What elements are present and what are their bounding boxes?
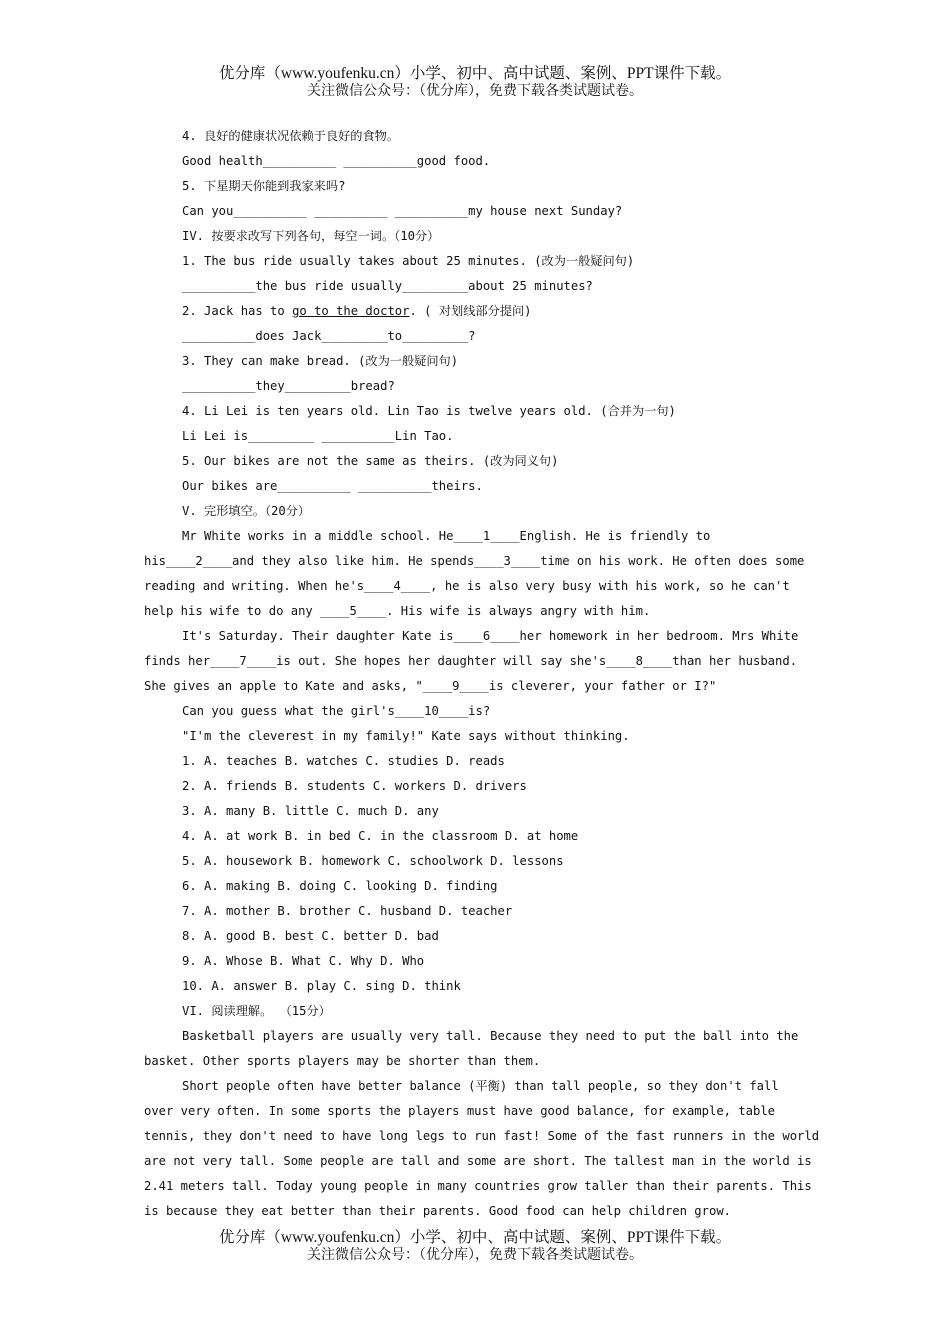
page-footer [0, 1229, 950, 1265]
rewrite-q4: 4. Li Lei is ten years old. Lin Tao is twelve years old. (合并为一句) [182, 404, 676, 418]
cloze-option: 9. A. Whose B. What C. Why D. Who [182, 954, 425, 968]
reading-p1-line2: basket. Other sports players may be shorter than them. [144, 1054, 541, 1068]
footer-line-1: 优分库（www.youfenku.cn）小学、初中、高中试题、案例、PPT课件下载。 [218, 1229, 732, 1246]
cloze-option: 7. A. mother B. brother C. husband D. teacher [182, 904, 513, 918]
translation-q5-cn: 5. 下星期天你能到我家来吗? [182, 179, 346, 193]
rewrite-q2-suffix: . ( 对划线部分提问) [409, 304, 532, 318]
rewrite-q5: 5. Our bikes are not the same as theirs. (改为同义句) [182, 454, 559, 468]
rewrite-q5-answer: Our bikes are__________ __________theirs. [182, 479, 483, 493]
cloze-option: 8. A. good B. best C. better D. bad [182, 929, 439, 943]
translation-q4-en: Good health__________ __________good food. [182, 154, 491, 168]
cloze-p4: "I'm the cleverest in my family!" Kate says without thinking. [182, 729, 630, 743]
reading-p2-line5: 2.41 meters tall. Today young people in many countries grow taller than their parents. This [144, 1179, 812, 1193]
cloze-option: 2. A. friends B. students C. workers D. drivers [182, 779, 527, 793]
cloze-option: 4. A. at work B. in bed C. in the classroom D. at home [182, 829, 579, 843]
cloze-p2-line3: She gives an apple to Kate and asks, "____9____is cleverer, your father or I?" [144, 679, 717, 693]
cloze-option: 6. A. making B. doing C. looking D. finding [182, 879, 498, 893]
rewrite-heading: IV. 按要求改写下列各句，每空一词。（10分） [182, 229, 440, 243]
cloze-option: 1. A. teaches B. watches C. studies D. reads [182, 754, 505, 768]
rewrite-q2-prefix: 2. Jack has to [182, 304, 293, 318]
rewrite-q3: 3. They can make bread. (改为一般疑问句) [182, 354, 459, 368]
cloze-heading: V. 完形填空。（20分） [182, 504, 311, 518]
reading-p1-line1: Basketball players are usually very tall. Because they need to put the ball into the [182, 1029, 799, 1043]
reading-heading: VI. 阅读理解。 （15分） [182, 1004, 331, 1018]
rewrite-q2 [182, 303, 531, 319]
header-line-2: 关注微信公众号：（优分库），免费下载各类试题试卷。 [307, 84, 643, 99]
rewrite-q4-answer: Li Lei is_________ __________Lin Tao. [182, 429, 454, 443]
reading-p2-line6: is because they eat better than their parents. Good food can help children grow. [144, 1204, 731, 1218]
cloze-p2-line2: finds her____7____is out. She hopes her daughter will say she's____8____than her husband. [144, 654, 798, 668]
rewrite-q2-underlined: go to the doctor [292, 304, 410, 318]
cloze-p3: Can you guess what the girl's____10____is? [182, 704, 491, 718]
reading-p2-line3: tennis, they don't need to have long legs to run fast! Some of the fast runners in the world [144, 1129, 820, 1143]
rewrite-q1: 1. The bus ride usually takes about 25 minutes. (改为一般疑问句) [182, 254, 635, 268]
cloze-p1-line1: Mr White works in a middle school. He____1____English. He is friendly to [182, 529, 711, 543]
rewrite-q3-answer: __________they_________bread? [182, 379, 395, 393]
page-header [0, 65, 950, 101]
footer-line-2: 关注微信公众号：（优分库），免费下载各类试题试卷。 [307, 1248, 643, 1263]
header-line-1: 优分库（www.youfenku.cn）小学、初中、高中试题、案例、PPT课件下载。 [218, 65, 732, 82]
reading-p2-line1: Short people often have better balance (平衡) than tall people, so they don't fall [182, 1079, 779, 1093]
cloze-p1-line4: help his wife to do any ____5____. His wife is always angry with him. [144, 604, 651, 618]
rewrite-q2-answer: __________does Jack_________to_________? [182, 329, 476, 343]
reading-p2-line2: over very often. In some sports the players must have good balance, for example, table [144, 1104, 776, 1118]
cloze-option: 5. A. housework B. homework C. schoolwork D. lessons [182, 854, 564, 868]
cloze-p2-line1: It's Saturday. Their daughter Kate is____6____her homework in her bedroom. Mrs White [182, 629, 799, 643]
translation-q5-en: Can you__________ __________ __________my house next Sunday? [182, 204, 623, 218]
reading-p2-line4: are not very tall. Some people are tall and some are short. The tallest man in the world is [144, 1154, 812, 1168]
cloze-p1-line3: reading and writing. When he's____4____, he is also very busy with his work, so he can't [144, 579, 790, 593]
cloze-p1-line2: his____2____and they also like him. He spends____3____time on his work. He often does some [144, 554, 805, 568]
cloze-option: 10. A. answer B. play C. sing D. think [182, 979, 461, 993]
cloze-option: 3. A. many B. little C. much D. any [182, 804, 439, 818]
translation-q4-cn: 4. 良好的健康状况依赖于良好的食物。 [182, 129, 400, 143]
rewrite-q1-answer: __________the bus ride usually_________about 25 minutes? [182, 279, 593, 293]
